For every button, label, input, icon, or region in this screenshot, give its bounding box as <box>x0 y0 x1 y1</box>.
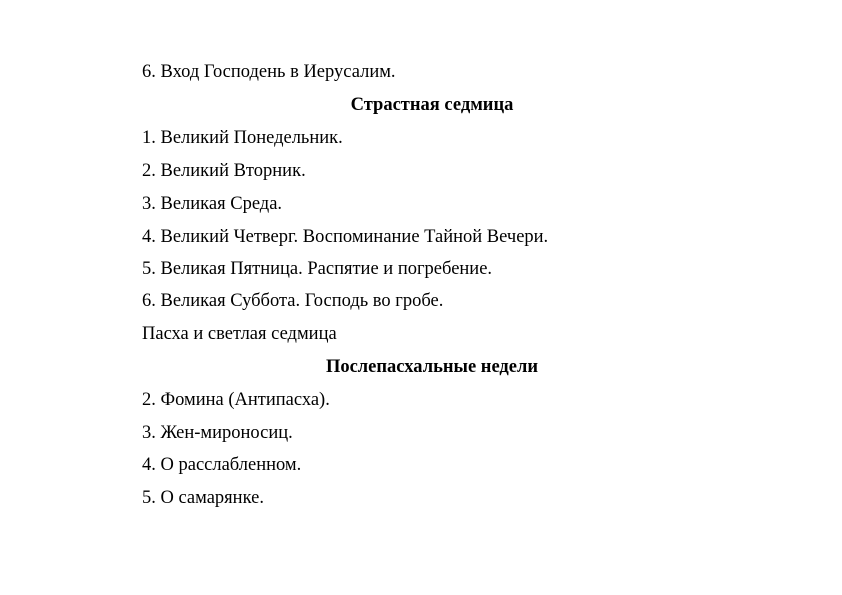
list-item: 3. Великая Среда. <box>142 194 283 214</box>
list-item: 4. О расслабленном. <box>142 455 302 475</box>
section-heading-after-easter: Послепасхальные недели <box>325 357 539 377</box>
list-item: 2. Фомина (Антипасха). <box>142 390 330 410</box>
text-line-easter: Пасха и светлая седмица <box>142 324 337 344</box>
list-item: 6. Великая Суббота. Господь во гробе. <box>142 291 444 311</box>
list-item: 4. Великий Четверг. Воспоминание Тайной Вечери. <box>142 227 549 247</box>
text-line-palm-sunday: 6. Вход Господень в Иерусалим. <box>142 62 396 82</box>
section-heading-passion-week: Страстная седмица <box>350 95 514 115</box>
list-item: 2. Великий Вторник. <box>142 161 306 181</box>
list-item: 3. Жен-мироносиц. <box>142 423 293 443</box>
list-item: 5. Великая Пятница. Распятие и погребение. <box>142 259 493 279</box>
list-item: 1. Великий Понедельник. <box>142 128 343 148</box>
list-item: 5. О самарянке. <box>142 488 264 508</box>
